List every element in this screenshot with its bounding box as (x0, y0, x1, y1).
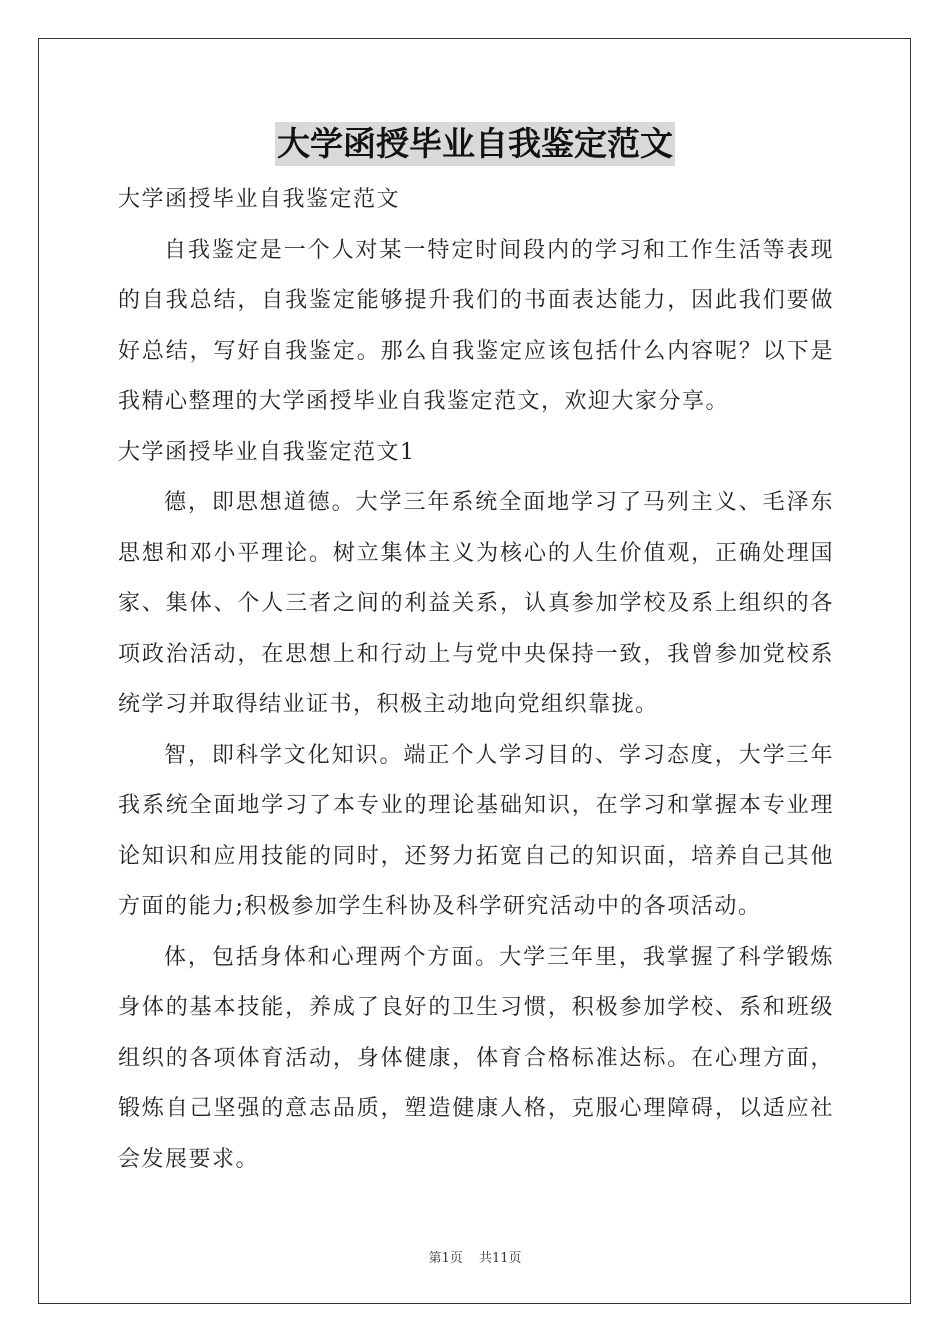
section-heading: 大学函授毕业自我鉴定范文1 (118, 439, 416, 465)
paragraph-physical: 体，包括身体和心理两个方面。大学三年里，我掌握了科学锻炼身体的基本技能，养成了良好的卫生习惯，积极参加学校、系和班级组织的各项体育活动，身体健康，体育合格标准达标。在心理方面，锻炼自己坚强的意志品质，塑造健康人格，克服心理障碍，以适应社会发展要求。 (118, 944, 834, 1172)
paragraph-intellect: 智，即科学文化知识。端正个人学习目的、学习态度，大学三年我系统全面地学习了本专业的理论基础知识，在学习和掌握本专业理论知识和应用技能的同时，还努力拓宽自己的知识面，培养自己其他方面的能力;积极参加学生科协及科学研究活动中的各项活动。 (118, 742, 834, 919)
paragraph-morality: 德，即思想道德。大学三年系统全面地学习了马列主义、毛泽东思想和邓小平理论。树立集体主义为核心的人生价值观，正确处理国家、集体、个人三者之间的利益关系，认真参加学校及系上组织的各项政治活动，在思想上和行动上与党中央保持一致，我曾参加党校系统学习并取得结业证书，积极主动地向党组织靠拢。 (118, 490, 834, 717)
title-container (0, 122, 950, 166)
page-number-current: 第1页 (428, 1251, 463, 1266)
page-footer (0, 1247, 950, 1266)
document-subtitle: 大学函授毕业自我鉴定范文 (118, 187, 401, 212)
document-title: 大学函授毕业自我鉴定范文 (275, 122, 675, 166)
document-body (118, 175, 834, 1185)
intro-paragraph: 自我鉴定是一个人对某一特定时间段内的学习和工作生活等表现的自我总结，自我鉴定能够提升我们的书面表达能力，因此我们要做好总结，写好自我鉴定。那么自我鉴定应该包括什么内容呢？以下是我精心整理的大学函授毕业自我鉴定范文，欢迎大家分享。 (118, 237, 834, 414)
page-number-total: 共11页 (478, 1251, 522, 1266)
